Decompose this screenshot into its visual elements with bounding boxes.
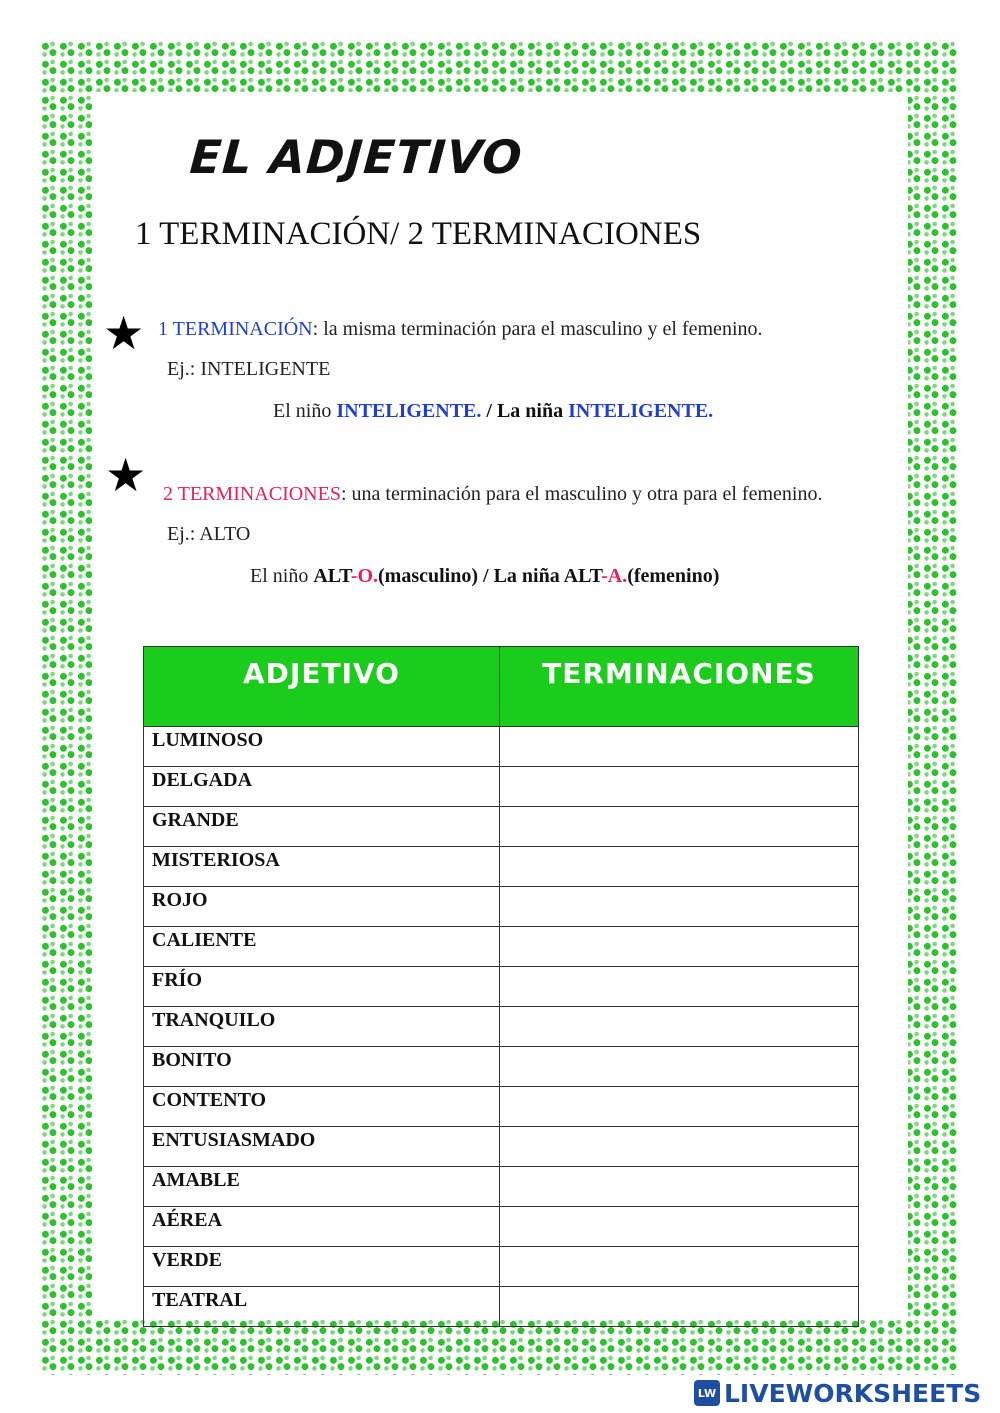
- table-row: [144, 1127, 859, 1167]
- adjective-cell: CONTENTO: [144, 1087, 500, 1127]
- section2-example-label: Ej.: ALTO: [167, 523, 251, 545]
- adjective-table: [143, 646, 859, 1327]
- terminaciones-answer-cell[interactable]: [500, 807, 859, 847]
- adjective-cell: BONITO: [144, 1047, 500, 1087]
- section2-ex-root1: ALT: [313, 565, 351, 587]
- section2-definition-text: : una terminación para el masculino y otra para el femenino.: [340, 483, 823, 505]
- terminaciones-answer-cell[interactable]: [500, 927, 859, 967]
- terminaciones-answer-cell[interactable]: [500, 1207, 859, 1247]
- section1-ex-sep: / La niña: [481, 400, 569, 422]
- table-row: [144, 887, 859, 927]
- terminaciones-answer-cell[interactable]: [500, 1167, 859, 1207]
- section2-ex-sep: / La niña: [478, 565, 564, 587]
- adjective-cell: TRANQUILO: [144, 1007, 500, 1047]
- page-subtitle: 1 TERMINACIÓN/ 2 TERMINACIONES: [135, 216, 702, 252]
- adjective-cell: AMABLE: [144, 1167, 500, 1207]
- table-row: [144, 1287, 859, 1327]
- terminaciones-answer-cell[interactable]: [500, 1047, 859, 1087]
- adjective-cell: TEATRAL: [144, 1287, 500, 1327]
- star-icon: ★: [103, 306, 145, 360]
- table-row: [144, 847, 859, 887]
- terminaciones-answer-cell[interactable]: [500, 1007, 859, 1047]
- table-row: [144, 1007, 859, 1047]
- adjective-cell: AÉREA: [144, 1207, 500, 1247]
- adjective-cell: LUMINOSO: [144, 727, 500, 767]
- table-row: [144, 1087, 859, 1127]
- table-row: [144, 1247, 859, 1287]
- section1-definition-text: : la misma terminación para el masculino y el femenino.: [312, 318, 763, 340]
- terminaciones-answer-cell[interactable]: [500, 727, 859, 767]
- table-row: [144, 1207, 859, 1247]
- page-title: EL ADJETIVO: [188, 130, 525, 184]
- header-terminaciones: TERMINACIONES: [500, 647, 859, 727]
- section1-example: [273, 400, 713, 423]
- section2-ex-note2: (femenino): [627, 565, 720, 587]
- star-icon: ★: [105, 448, 147, 502]
- terminaciones-answer-cell[interactable]: [500, 1247, 859, 1287]
- terminaciones-answer-cell[interactable]: [500, 767, 859, 807]
- section1-ex-part1: El niño: [273, 400, 337, 422]
- section1-example-label: Ej.: INTELIGENTE: [167, 358, 331, 380]
- adjective-cell: DELGADA: [144, 767, 500, 807]
- section2-ex-end1: -O.: [350, 565, 379, 587]
- adjective-cell: ROJO: [144, 887, 500, 927]
- section1-definition: [158, 318, 763, 341]
- section2-ex-root2: ALT: [563, 565, 602, 587]
- table-body: [144, 727, 859, 1327]
- table-row: [144, 807, 859, 847]
- section1-term: 1 TERMINACIÓN: [158, 318, 313, 340]
- adjective-cell: VERDE: [144, 1247, 500, 1287]
- adjective-cell: ENTUSIASMADO: [144, 1127, 500, 1167]
- adjective-cell: GRANDE: [144, 807, 500, 847]
- table-row: [144, 727, 859, 767]
- section2-ex-part1: El niño: [250, 565, 314, 587]
- table-row: [144, 767, 859, 807]
- table-row: [144, 1167, 859, 1207]
- terminaciones-answer-cell[interactable]: [500, 887, 859, 927]
- logo-text: LIVEWORKSHEETS: [724, 1378, 982, 1408]
- section1-ex-word2: INTELIGENTE.: [568, 400, 714, 422]
- section1-ex-word1: INTELIGENTE.: [336, 400, 482, 422]
- table-row: [144, 927, 859, 967]
- adjective-cell: FRÍO: [144, 967, 500, 1007]
- section2-example: [250, 565, 719, 588]
- terminaciones-answer-cell[interactable]: [500, 967, 859, 1007]
- section2-term: 2 TERMINACIONES: [163, 483, 341, 505]
- table-row: [144, 1047, 859, 1087]
- header-adjetivo: ADJETIVO: [144, 647, 500, 727]
- liveworksheets-logo[interactable]: [694, 1376, 981, 1410]
- section2-ex-end2: -A.: [601, 565, 628, 587]
- terminaciones-answer-cell[interactable]: [500, 1087, 859, 1127]
- section2-ex-note1: (masculino): [378, 565, 479, 587]
- terminaciones-answer-cell[interactable]: [500, 1287, 859, 1327]
- terminaciones-answer-cell[interactable]: [500, 847, 859, 887]
- table-header-row: [144, 647, 859, 727]
- terminaciones-answer-cell[interactable]: [500, 1127, 859, 1167]
- section2-definition: [163, 483, 898, 506]
- adjective-cell: CALIENTE: [144, 927, 500, 967]
- adjective-cell: MISTERIOSA: [144, 847, 500, 887]
- logo-mark-icon: LW: [694, 1380, 720, 1406]
- table-row: [144, 967, 859, 1007]
